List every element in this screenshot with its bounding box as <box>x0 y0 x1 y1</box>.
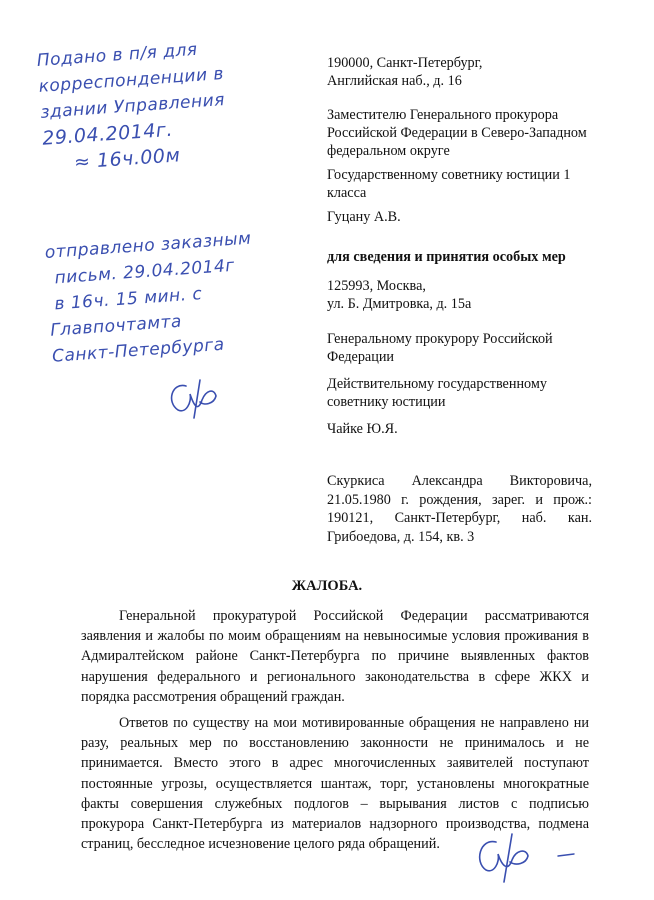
handwritten-line: письм. 29.04.2014г <box>54 255 236 289</box>
handwritten-line: корреспонденции в <box>38 63 225 97</box>
purpose-line: для сведения и принятия особых мер <box>327 249 566 265</box>
address-line: 190000, Санкт-Петербург, <box>327 55 483 71</box>
recipient-1-position: Заместителю Генерального прокурора Российской Федерации в Северо-Западном федеральном округе <box>327 107 587 159</box>
recipient-1-name: Гуцану А.В. <box>327 209 401 225</box>
recipient-2-address <box>327 277 592 313</box>
address-line: Английская наб., д. 16 <box>327 73 462 89</box>
handwritten-line: Санкт-Петербурга <box>51 334 226 367</box>
handwritten-line: отправлено заказным <box>44 228 253 263</box>
handwritten-line: здании Управления <box>39 89 226 123</box>
handwritten-line: Подано в п/я для <box>36 39 199 71</box>
handwritten-line: ≈ 16ч.00м <box>73 144 182 174</box>
sender-block: Скуркиса Александра Викторовича, 21.05.1980 г. рождения, зарег. и прож.: 190121, Санкт-Петербург, наб. кан. Грибоедова, д. 154, кв. 3 <box>327 473 592 545</box>
signature-mark-bottom <box>470 828 580 884</box>
document-title: ЖАЛОБА. <box>291 578 363 594</box>
recipient-1-rank: Государственному советнику юстиции 1 класса <box>327 167 571 201</box>
paragraph-text: Генеральной прокуратурой Российской Федерации рассматриваются заявления и жалобы по моим обращениям на невыносимые условия проживания в Адмиралтейском районе Санкт-Петербурга по причине выявленных фактов нарушения федерального и регионального законодательства в сфере ЖКХ и порядка рассмотрения обращений граждан. <box>81 608 589 705</box>
signature-mark <box>164 372 224 422</box>
recipient-2-rank: Действительному государственному советнику юстиции <box>327 376 547 410</box>
recipient-2-position: Генеральному прокурору Российской Федерации <box>327 331 553 365</box>
recipient-2-name: Чайке Ю.Я. <box>327 421 398 437</box>
handwritten-mailing-note <box>44 226 260 370</box>
handwritten-line: Главпочтамта <box>49 311 183 341</box>
paragraph-text: Ответов по существу на мои мотивированные обращения не направлено ни разу, реальных мер по восстановлению законности не принималось и не принимается. Вместо этого в адрес многочисленных заявителей поступают постоянные угрозы, осуществляется шантаж, торг, установлены многократные факты совершения служебных подлогов – вырывания листов с подписью прокурора Санкт-Петербурга из материалов надзорного производства, подмена страниц, бесследное исчезновение целого ряда обращений. <box>81 715 589 853</box>
recipient-1-address <box>327 54 592 90</box>
complaint-paragraph-1 <box>81 606 589 707</box>
handwritten-submission-note <box>36 35 230 178</box>
handwritten-line: 29.04.2014г. <box>41 118 174 150</box>
address-line: 125993, Москва, <box>327 278 426 294</box>
handwritten-line: в 16ч. 15 мин. с <box>53 284 203 315</box>
address-line: ул. Б. Дмитровка, д. 15а <box>327 296 472 312</box>
